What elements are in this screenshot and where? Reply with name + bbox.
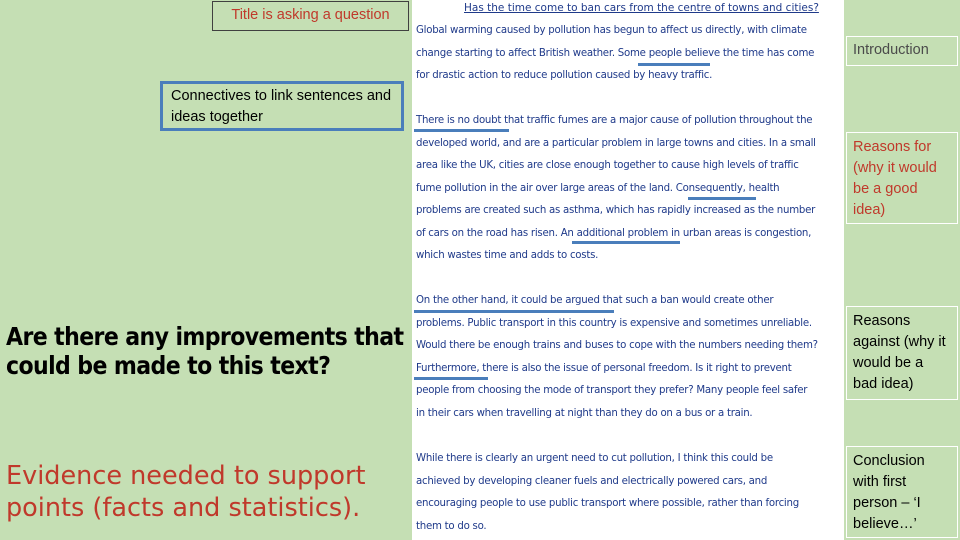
underline-additional [572,241,680,244]
essay-line: for drastic action to reduce pollution caused by heavy traffic. [416,70,713,81]
essay-line: developed world, and are a particular problem in large towns and cities. In a small [416,137,816,149]
essay-line: encouraging people to use public transport where possible, rather than forcing [416,498,799,509]
essay-line: problems are created such as asthma, which has rapidly increased as the number [416,205,816,216]
underline-furthermore [414,377,488,380]
essay-title: Has the time come to ban cars from the centre of towns and cities? [464,2,819,14]
reasons-against-callout-text: Reasons against (why it would be a bad idea) [853,313,946,392]
reasons-for-callout [846,132,958,224]
essay-line: Would there be enough trains and buses to cope with the numbers needing them? [416,340,818,351]
essay-line: On the other hand, it could be argued that such a ban would create other [416,295,774,306]
underline-there-is-no-doubt [414,129,509,132]
essay-line: Global warming caused by pollution has begun to affect us directly, with climate [416,25,807,36]
essay-line: of cars on the road has risen. An additional problem in urban areas is congestion, [416,227,812,239]
essay-paragraph-introduction [416,20,840,88]
essay-line: which wastes time and adds to costs. [416,250,599,261]
connectives-callout-text: Connectives to link sentences and ideas together [171,88,392,125]
evidence-note: Evidence needed to support points (facts and statistics). [6,461,366,523]
essay-line: While there is clearly an urgent need to cut pollution, I think this could be [416,453,773,464]
conclusion-callout [846,446,958,538]
title-question-callout [212,1,409,31]
essay-line: people from choosing the mode of transport they prefer? Many people feel safer [416,385,808,396]
title-question-callout-text: Title is asking a question [231,7,390,23]
introduction-callout [846,36,958,66]
reasons-for-callout-text: Reasons for (why it would be a good idea) [853,139,937,218]
essay-line: problems. Public transport in this country is expensive and sometimes unreliable. [416,317,812,329]
underline-on-the-other-hand [414,310,614,313]
connectives-callout [160,81,404,131]
essay-paragraph-conclusion [416,448,840,538]
improvements-question: Are there any improvements that could be made to this text? [6,322,404,380]
essay-line: fume pollution in the air over large areas of the land. Consequently, health [416,182,780,194]
essay-line: them to do so. [416,520,487,532]
underline-some-people [638,63,710,66]
reasons-against-callout [846,306,958,400]
introduction-callout-text: Introduction [853,42,929,58]
essay-line: achieved by developing cleaner fuels and electrically powered cars, and [416,475,768,487]
essay-line: area like the UK, cities are close enough together to cause high levels of traffic [416,160,799,171]
underline-consequently [688,197,756,200]
essay-document [412,0,844,540]
conclusion-callout-text: Conclusion with first person – ‘I believe…’ [853,453,925,532]
essay-line: change starting to affect British weather. Some people believe the time has come [416,47,815,59]
essay-line: There is no doubt that traffic fumes are a major cause of pollution throughout the [416,115,813,126]
essay-line: Furthermore, there is also the issue of personal freedom. Is it right to prevent [416,362,792,374]
essay-line: in their cars when travelling at night than they do on a bus or a train. [416,407,753,419]
